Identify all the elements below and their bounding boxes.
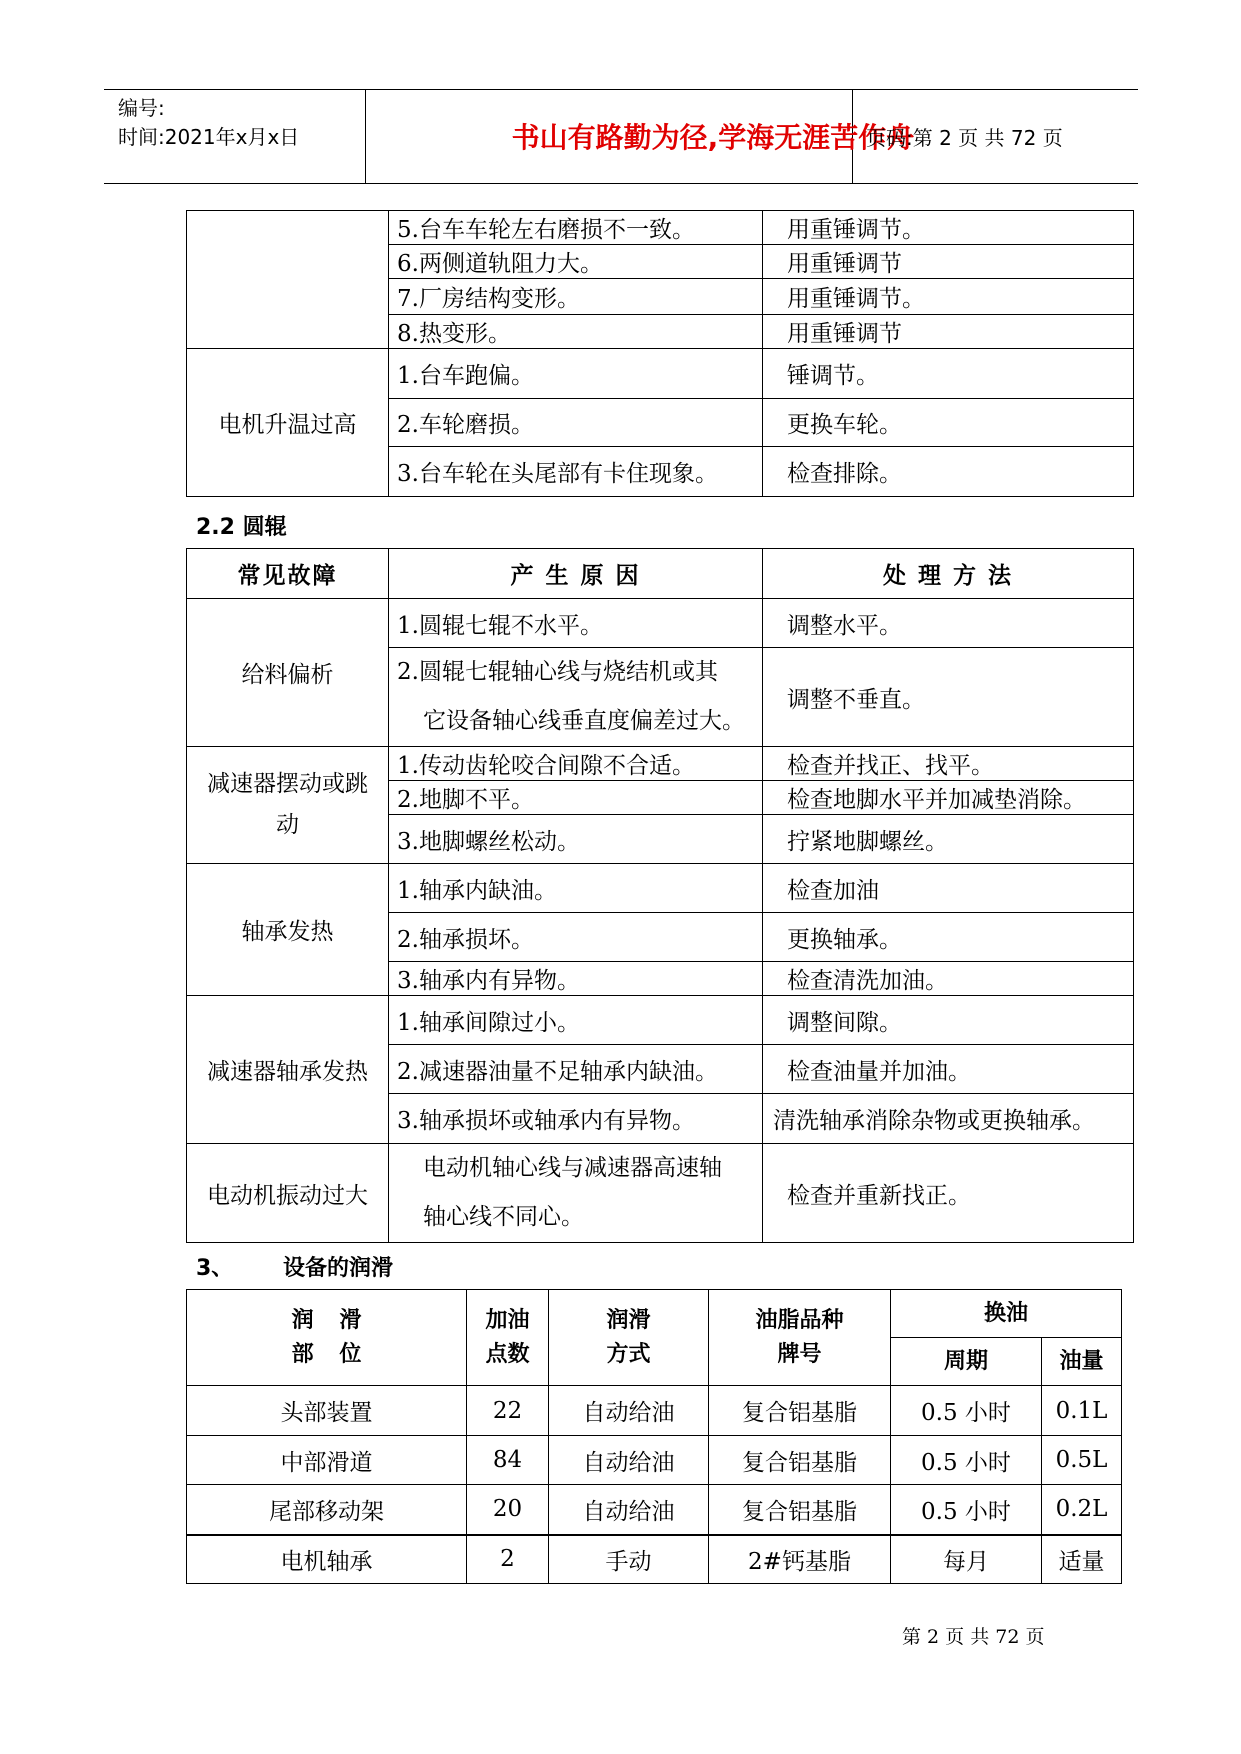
fix-cell: 检查地脚水平并加减垫消除。 xyxy=(763,781,1134,815)
amount-cell: 0.5L xyxy=(1042,1436,1122,1485)
fix-cell: 调整水平。 xyxy=(763,599,1134,648)
fault-cell: 给料偏析 xyxy=(187,599,389,747)
cause-cell: 1.轴承间隙过小。 xyxy=(389,996,763,1045)
fault-table-continued xyxy=(186,210,1134,497)
points-cell: 20 xyxy=(467,1485,549,1535)
header-line: 油脂品种 xyxy=(755,1307,844,1333)
header-left xyxy=(118,94,299,152)
fix-cell: 更换车轮。 xyxy=(763,399,1134,447)
fix-cell: 拧紧地脚螺丝。 xyxy=(763,815,1134,864)
part-cell: 尾部移动架 xyxy=(187,1485,467,1535)
lubrication-table xyxy=(186,1289,1122,1584)
fix-cell: 用重锤调节。 xyxy=(763,279,1134,315)
part-cell: 中部滑道 xyxy=(187,1436,467,1485)
cause-cell: 5.台车车轮左右磨损不一致。 xyxy=(389,211,763,245)
cycle-cell: 0.5 小时 xyxy=(891,1436,1042,1485)
table-row xyxy=(187,864,1134,913)
fix-cell: 调整间隙。 xyxy=(763,996,1134,1045)
header-grease xyxy=(709,1290,891,1386)
method-cell: 自动给油 xyxy=(549,1386,709,1436)
cause-cell: 3.地脚螺丝松动。 xyxy=(389,815,763,864)
method-cell: 自动给油 xyxy=(549,1485,709,1535)
cause-cell: 1.轴承内缺油。 xyxy=(389,864,763,913)
cause-cell xyxy=(389,648,763,747)
grease-cell: 复合铝基脂 xyxy=(709,1436,891,1485)
amount-cell: 0.2L xyxy=(1042,1485,1122,1535)
table-row xyxy=(187,1436,1122,1485)
header-amount: 油量 xyxy=(1042,1338,1122,1386)
roller-fault-table xyxy=(186,548,1134,1243)
table-row xyxy=(187,1485,1122,1535)
cause-line: 轴心线不同心。 xyxy=(423,1204,584,1230)
number-label: 编号: xyxy=(118,96,165,120)
fix-cell: 用重锤调节 xyxy=(763,245,1134,279)
cycle-cell: 0.5 小时 xyxy=(891,1386,1042,1436)
fix-cell: 锤调节。 xyxy=(763,349,1134,399)
fault-cell xyxy=(187,747,389,864)
cause-cell: 6.两侧道轨阻力大。 xyxy=(389,245,763,279)
method-cell: 自动给油 xyxy=(549,1436,709,1485)
table-row xyxy=(187,1535,1122,1584)
section-heading-2-2: 2.2 圆辊 xyxy=(196,515,287,540)
header-fault: 常见故障 xyxy=(187,549,389,599)
header-line: 点数 xyxy=(485,1341,530,1367)
table-row xyxy=(187,747,1134,781)
header-part xyxy=(187,1290,467,1386)
amount-cell: 0.1L xyxy=(1042,1386,1122,1436)
cause-cell: 1.台车跑偏。 xyxy=(389,349,763,399)
header-change: 换油 xyxy=(891,1290,1122,1338)
amount-cell: 适量 xyxy=(1042,1535,1122,1584)
table-row xyxy=(187,1386,1122,1436)
cause-line: 2.圆辊七辊轴心线与烧结机或其 xyxy=(397,659,718,685)
cause-cell: 3.台车轮在头尾部有卡住现象。 xyxy=(389,447,763,497)
table-row xyxy=(187,996,1134,1045)
grease-cell: 2#钙基脂 xyxy=(709,1535,891,1584)
fix-cell: 检查清洗加油。 xyxy=(763,962,1134,996)
section-heading-3: 3、 设备的润滑 xyxy=(196,1256,393,1281)
method-cell: 手动 xyxy=(549,1535,709,1584)
cause-cell: 3.轴承损坏或轴承内有异物。 xyxy=(389,1094,763,1144)
cause-cell xyxy=(389,1144,763,1243)
fix-cell: 检查并找正、找平。 xyxy=(763,747,1134,781)
cause-cell: 1.圆辊七辊不水平。 xyxy=(389,599,763,648)
page-header xyxy=(104,89,1138,184)
fault-cell: 减速器轴承发热 xyxy=(187,996,389,1144)
header-line: 部 位 xyxy=(291,1341,362,1367)
header-fix: 处 理 方 法 xyxy=(763,549,1134,599)
cause-line: 它设备轴心线垂直度偏差过大。 xyxy=(423,708,745,734)
cause-cell: 2.地脚不平。 xyxy=(389,781,763,815)
cycle-cell: 每月 xyxy=(891,1535,1042,1584)
header-motto: 书山有路勤为径,学海无涯苦作舟 xyxy=(511,121,915,154)
fix-cell: 调整不垂直。 xyxy=(763,648,1134,747)
grease-cell: 复合铝基脂 xyxy=(709,1386,891,1436)
cause-cell: 2.减速器油量不足轴承内缺油。 xyxy=(389,1045,763,1094)
table-header-row xyxy=(187,1290,1122,1338)
header-cycle: 周期 xyxy=(891,1338,1042,1386)
fault-line: 减速器摆动或跳 xyxy=(207,771,368,797)
points-cell: 84 xyxy=(467,1436,549,1485)
fix-cell: 检查并重新找正。 xyxy=(763,1144,1134,1243)
header-page-info: 页码:第 2 页 共 72 页 xyxy=(866,126,1063,150)
points-cell: 2 xyxy=(467,1535,549,1584)
fix-cell: 清洗轴承消除杂物或更换轴承。 xyxy=(763,1094,1134,1144)
cause-cell: 8.热变形。 xyxy=(389,315,763,349)
cause-cell: 2.车轮磨损。 xyxy=(389,399,763,447)
cause-cell: 7.厂房结构变形。 xyxy=(389,279,763,315)
cause-cell: 3.轴承内有异物。 xyxy=(389,962,763,996)
points-cell: 22 xyxy=(467,1386,549,1436)
table-row xyxy=(187,599,1134,648)
header-line: 方式 xyxy=(606,1341,651,1367)
header-cause: 产 生 原 因 xyxy=(389,549,763,599)
cause-cell: 2.轴承损坏。 xyxy=(389,913,763,962)
table-row xyxy=(187,1144,1134,1243)
fix-cell: 用重锤调节。 xyxy=(763,211,1134,245)
header-line: 牌号 xyxy=(777,1341,822,1367)
fault-cell: 电机升温过高 xyxy=(187,349,389,497)
table-row xyxy=(187,211,1134,245)
fault-cell: 轴承发热 xyxy=(187,864,389,996)
fix-cell: 检查加油 xyxy=(763,864,1134,913)
grease-cell: 复合铝基脂 xyxy=(709,1485,891,1535)
time-label: 时间:2021年x月x日 xyxy=(118,125,300,149)
fix-cell: 更换轴承。 xyxy=(763,913,1134,962)
page-footer: 第 2 页 共 72 页 xyxy=(902,1626,1045,1648)
header-method xyxy=(549,1290,709,1386)
fault-cell xyxy=(187,211,389,349)
cycle-cell: 0.5 小时 xyxy=(891,1485,1042,1535)
cause-cell: 1.传动齿轮咬合间隙不合适。 xyxy=(389,747,763,781)
fix-cell: 用重锤调节 xyxy=(763,315,1134,349)
table-row xyxy=(187,349,1134,399)
part-cell: 电机轴承 xyxy=(187,1535,467,1584)
header-line: 润滑 xyxy=(606,1307,651,1333)
fault-line: 动 xyxy=(276,812,299,838)
fix-cell: 检查油量并加油。 xyxy=(763,1045,1134,1094)
header-line: 润 滑 xyxy=(291,1307,362,1333)
header-divider xyxy=(365,90,366,183)
table-header-row xyxy=(187,549,1134,599)
header-points xyxy=(467,1290,549,1386)
fault-cell: 电动机振动过大 xyxy=(187,1144,389,1243)
header-line: 加油 xyxy=(485,1307,530,1333)
part-cell: 头部装置 xyxy=(187,1386,467,1436)
cause-line: 电动机轴心线与减速器高速轴 xyxy=(423,1155,722,1181)
fix-cell: 检查排除。 xyxy=(763,447,1134,497)
